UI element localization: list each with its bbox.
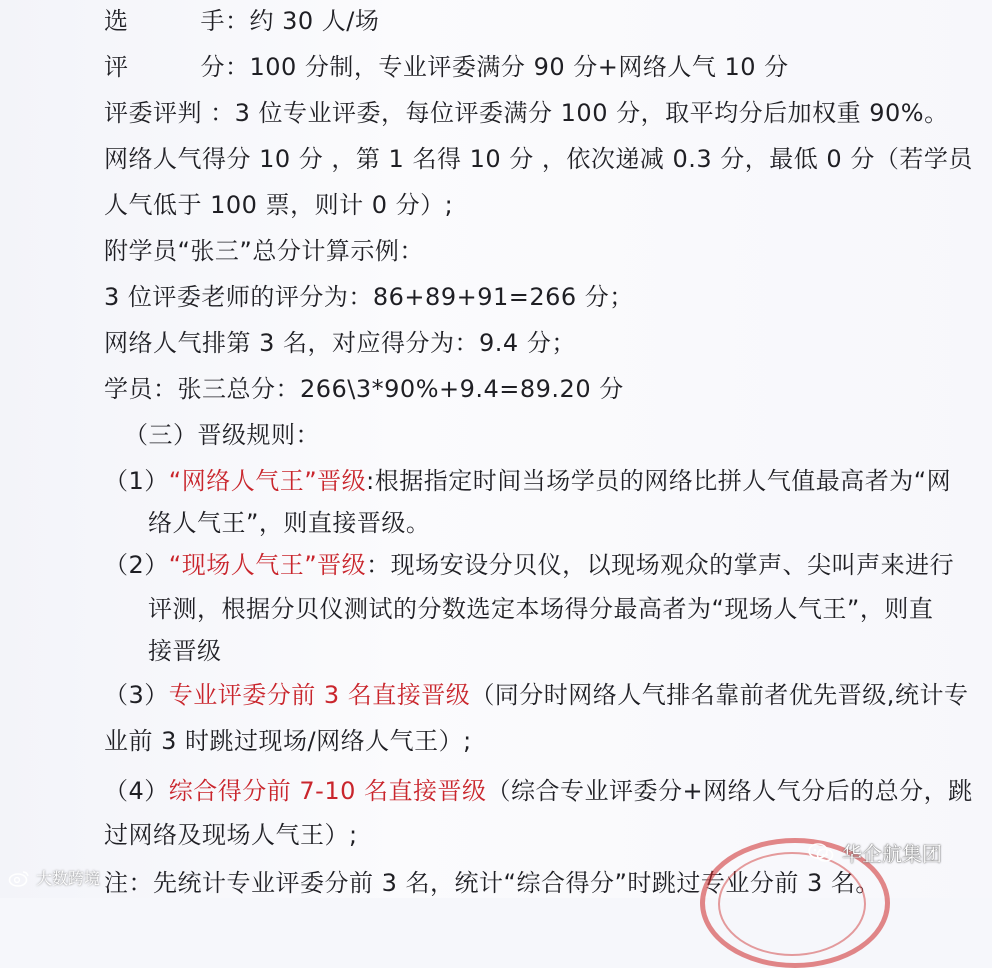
rule-title: 综合得分前 7-10 名直接晋级 — [168, 777, 487, 805]
line-example-total: 学员：张三总分：266\3*90%+9.4=89.20 分 — [104, 375, 624, 403]
section-heading: （三）晋级规则： — [124, 421, 320, 449]
line-text: ：约 30 人/场 — [225, 7, 380, 35]
line-judges: 评委评判 ：3 位专业评委，每位评委满分 100 分，取平均分后加权重 90%。 — [104, 99, 949, 127]
label-char: 分 — [200, 53, 225, 81]
line-contestants — [104, 6, 379, 36]
label-char: 选 — [104, 7, 129, 35]
rule-title: “网络人气王”晋级 — [168, 467, 367, 495]
rule-3-cont: 业前 3 时跳过现场/网络人气王）; — [104, 727, 472, 755]
watermark-right — [808, 838, 942, 867]
rule-2-cont-2: 接晋级 — [148, 637, 222, 665]
rule-2-cont-1: 评测，根据分贝仪测试的分数选定本场得分最高者为“现场人气王”，则直 — [148, 595, 934, 623]
line-example-online: 网络人气排第 3 名，对应得分为：9.4 分； — [104, 329, 576, 357]
rule-1-cont: 络人气王”，则直接晋级。 — [148, 509, 431, 537]
rule-title: “现场人气王”晋级 — [168, 551, 367, 579]
rule-number: （3） — [104, 681, 169, 709]
watermark-left-text: 大数跨境 — [36, 869, 101, 888]
line-text: ：100 分制，专业评委满分 90 分+网络人气 10 分 — [225, 53, 789, 81]
rule-1 — [104, 466, 951, 496]
rule-number: （4） — [104, 777, 169, 805]
rule-4 — [104, 776, 973, 806]
line-online-score-cont: 人气低于 100 票，则计 0 分）; — [104, 191, 454, 219]
line-example-title: 附学员“张三”总分计算示例： — [104, 237, 424, 265]
watermark-right-text: 华企航集团 — [842, 842, 942, 866]
red-seal-inner-ring — [718, 852, 866, 956]
rule-3 — [104, 680, 968, 710]
line-example-judges: 3 位评委老师的评分为：86+89+91=266 分； — [104, 283, 634, 311]
rule-4-cont: 过网络及现场人气王）; — [104, 821, 358, 849]
rule-text: :根据指定时间当场学员的网络比拼人气值最高者为“网 — [366, 467, 952, 495]
watermark-left — [8, 866, 100, 889]
label-char: 手 — [200, 7, 225, 35]
rule-text: （同分时网络人气排名靠前者优先晋级,统计专 — [470, 681, 969, 709]
rule-title: 专业评委分前 3 名直接晋级 — [168, 681, 471, 709]
rule-text: ：现场安设分贝仪，以现场观众的掌声、尖叫声来进行 — [366, 551, 955, 579]
rule-number: （2） — [104, 551, 169, 579]
rule-text: （综合专业评委分+网络人气分后的总分，跳 — [486, 777, 973, 805]
line-online-score: 网络人气得分 10 分 ，第 1 名得 10 分 ，依次递减 0.3 分，最低 0 分（若学员 — [104, 145, 973, 173]
wechat-icon — [808, 843, 834, 863]
rule-number: （1） — [104, 467, 169, 495]
label-char: 评 — [104, 53, 129, 81]
line-scoring — [104, 52, 789, 82]
note-line: 注：先统计专业评委分前 3 名，统计“综合得分”时跳过专业分前 3 名。 — [104, 869, 880, 897]
rule-2 — [104, 550, 954, 580]
weibo-icon — [8, 869, 30, 887]
